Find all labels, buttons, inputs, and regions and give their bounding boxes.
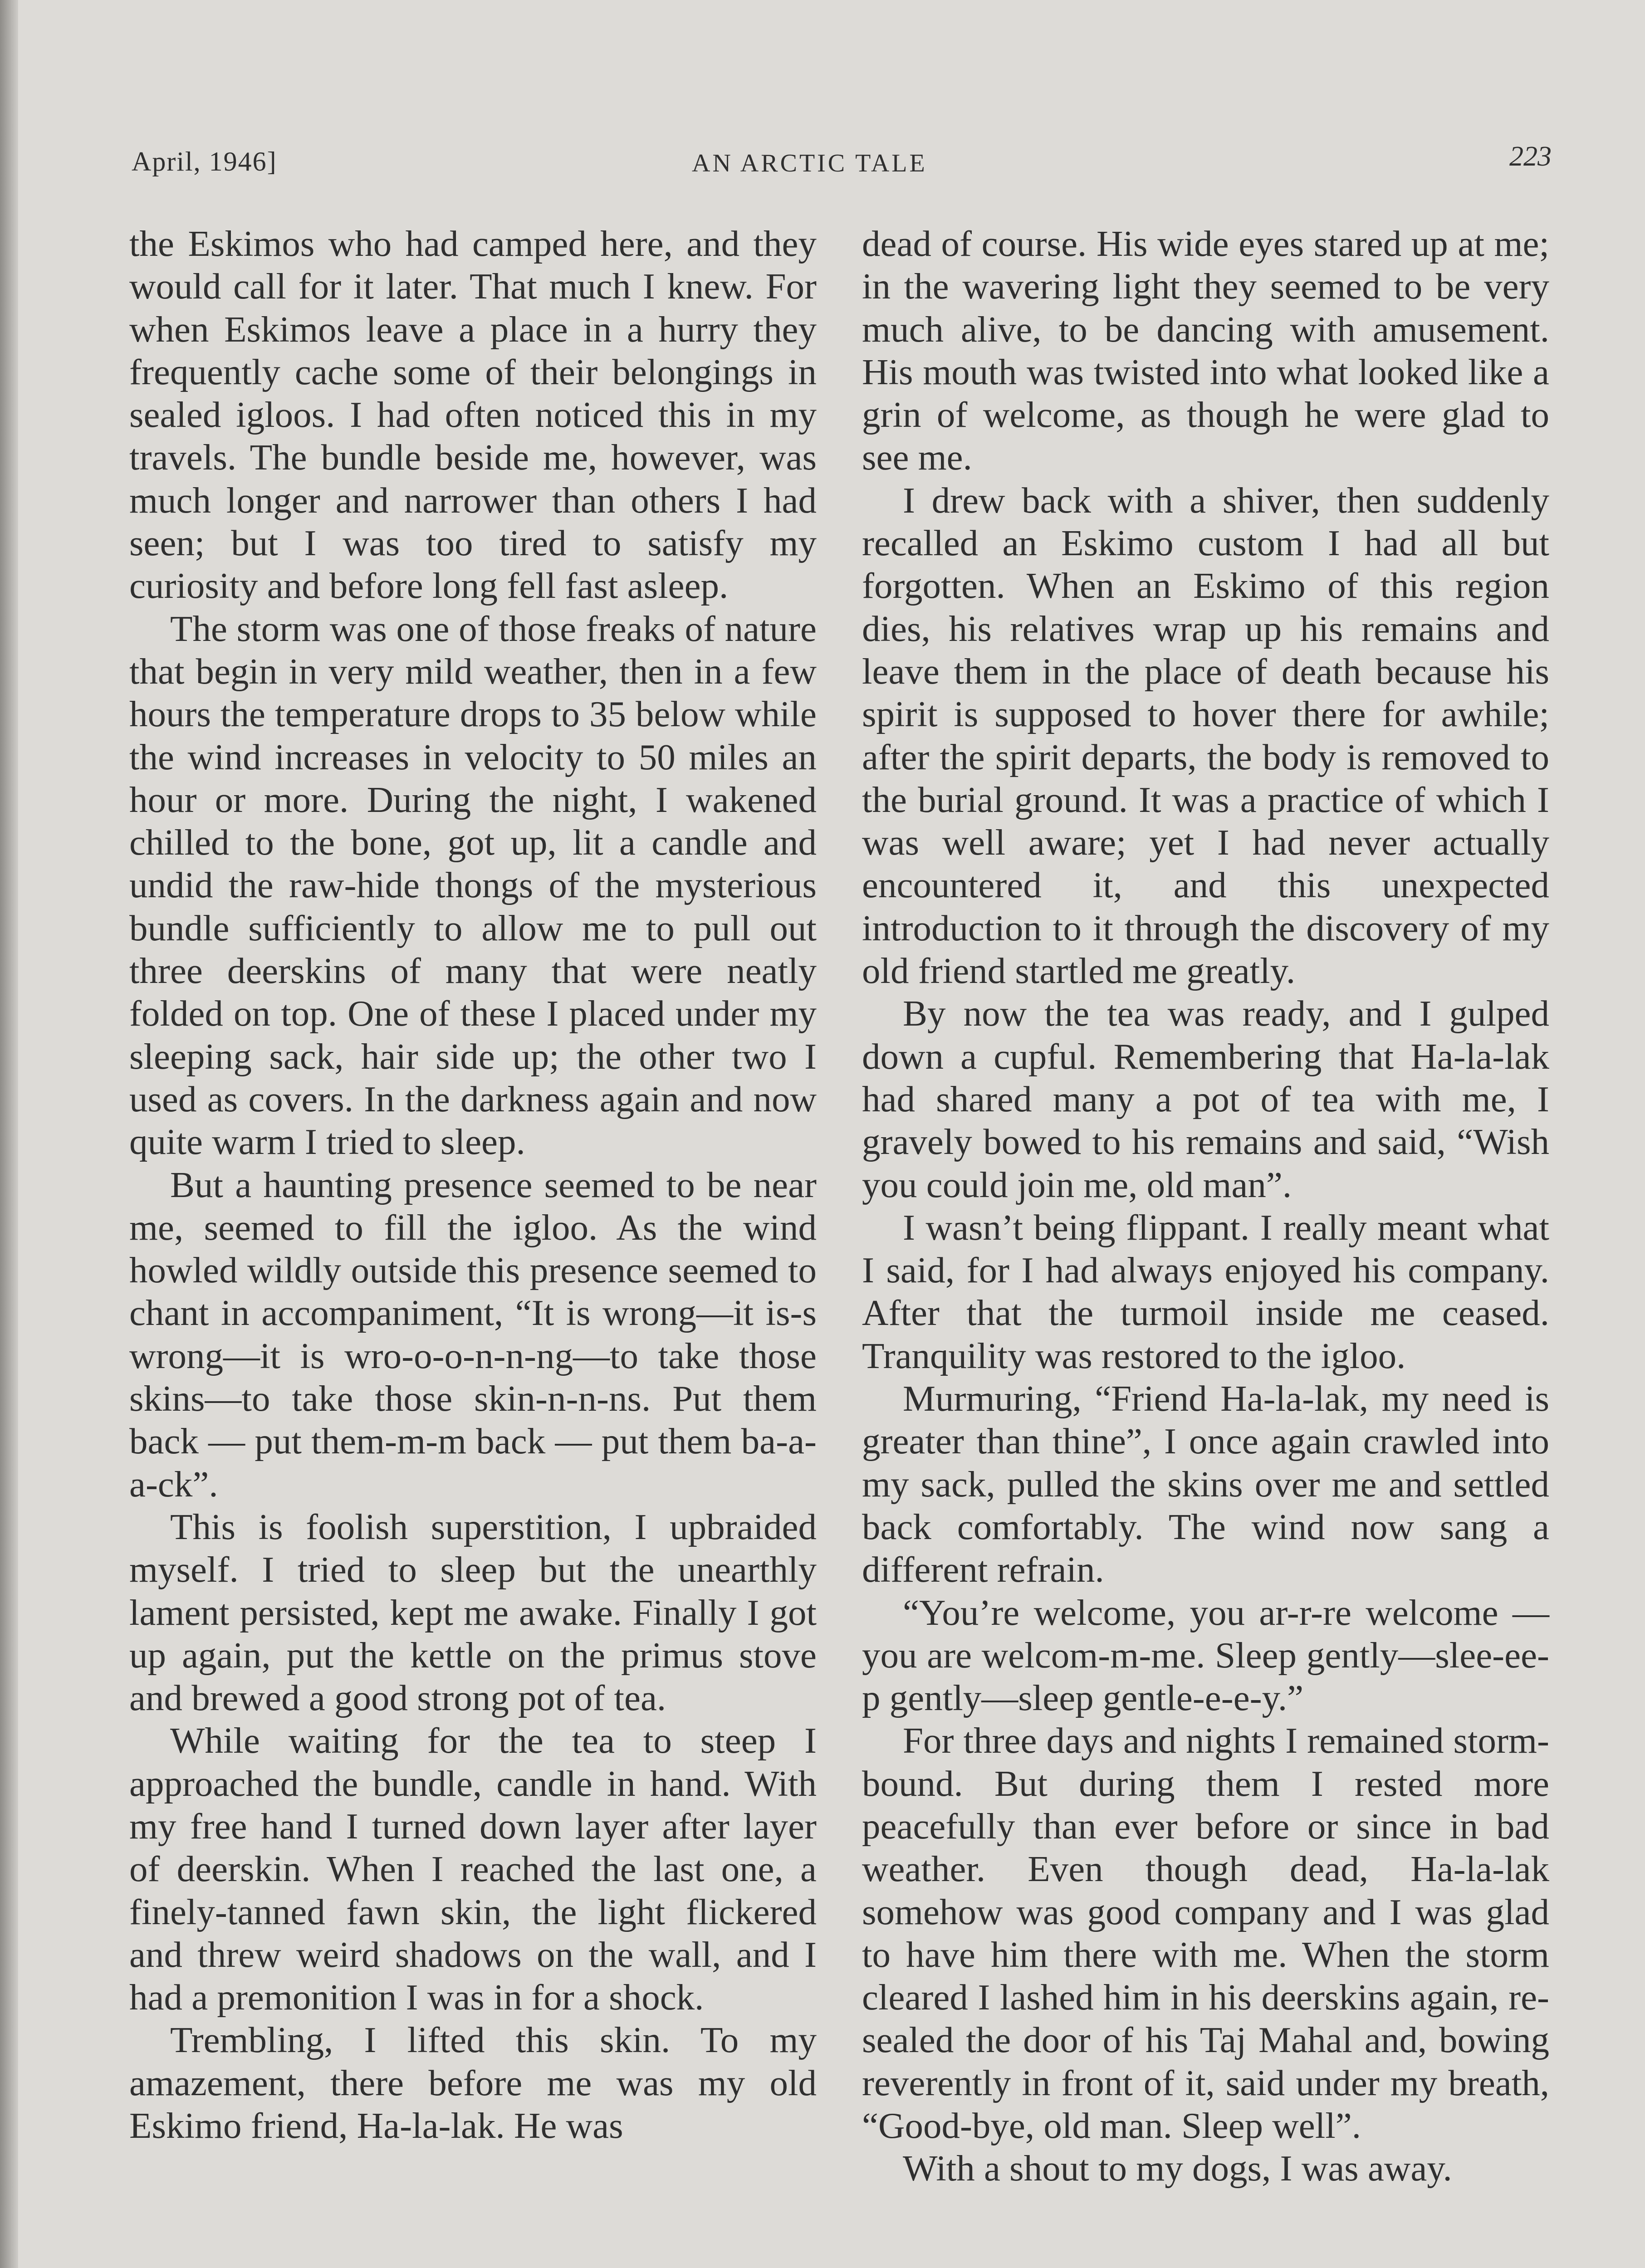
paragraph: “You’re welcome, you ar-r-re welcome —you are welcom-m-me. Sleep gently—slee-ee-p gently—sleep gentle-e-e-y.” [862, 1592, 1549, 1719]
paragraph: For three days and nights I remained storm-bound. But during them I rested more peacefully than ever before or since in bad weather. Even though dead, Ha-la-lak somehow was good company and I was glad to have him there with me. When the storm cleared I lashed him in his deerskins again, re-sealed the door of his Taj Mahal and, bowing reverently in front of it, said under my breath, “Good-bye, old man. Sleep well”. [862, 1720, 1549, 2146]
paragraph: This is foolish superstition, I upbraided myself. I tried to sleep but the unearthly lament persisted, kept me awake. Finally I got up again, put the kettle on the primus stove and brewed a good strong pot of tea. [129, 1506, 817, 1719]
right-column [862, 222, 1549, 2190]
paragraph: dead of course. His wide eyes stared up at me; in the wavering light they seemed to be very much alive, to be dancing with amusement. His mouth was twisted into what looked like a grin of welcome, as though he were glad to see me. [862, 223, 1549, 478]
paragraph: By now the tea was ready, and I gulped down a cupful. Remembering that Ha-la-lak had shared many a pot of tea with me, I gravely bowed to his remains and said, “Wish you could join me, old man”. [862, 993, 1549, 1205]
running-header [132, 141, 1552, 186]
page-binding-shadow [0, 0, 18, 2268]
paragraph: With a shout to my dogs, I was away. [903, 2148, 1452, 2189]
paragraph: While waiting for the tea to steep I approached the bundle, candle in hand. With my free hand I turned down layer after layer of deerskin. When I reached the last one, a finely-tanned fawn skin, the light flickered and threw weird shadows on the wall, and I had a premonition I was in for a shock. [129, 1720, 817, 2018]
paragraph: The storm was one of those freaks of nature that begin in very mild weather, then in a few hours the temperature drops to 35 below while the wind increases in velocity to 50 miles an hour or more. During the night, I wakened chilled to the bone, got up, lit a candle and undid the raw-hide thongs of the mysterious bundle sufficiently to allow me to pull out three deerskins of many that were neatly folded on top. One of these I placed under my sleeping sack, hair side up; the other two I used as covers. In the darkness again and now quite warm I tried to sleep. [129, 608, 817, 1163]
article-title: AN ARCTIC TALE [692, 149, 927, 177]
paragraph: I drew back with a shiver, then suddenly recalled an Eskimo custom I had all but forgotten. When an Eskimo of this region dies, his relatives wrap up his remains and leave them in the place of death because his spirit is supposed to hover there for awhile; after the spirit departs, the body is removed to the burial ground. It was a practice of which I was well aware; yet I had never actually encountered it, and this unexpected introduction to it through the discovery of my old friend startled me greatly. [862, 479, 1549, 992]
paragraph: the Eskimos who had camped here, and they would call for it later. That much I knew. For when Eskimos leave a place in a hurry they frequently cache some of their belongings in sealed igloos. I had often noticed this in my travels. The bundle beside me, however, was much longer and narrower than others I had seen; but I was too tired to satisfy my curiosity and before long fell fast asleep. [129, 223, 817, 606]
paragraph: I wasn’t being flippant. I really meant what I said, for I had always enjoyed his company. After that the turmoil inside me ceased. Tranquility was restored to the igloo. [862, 1207, 1549, 1376]
page-number: 223 [1509, 141, 1552, 172]
paragraph: Murmuring, “Friend Ha-la-lak, my need is greater than thine”, I once again crawled into my sack, pulled the skins over me and settled back comfortably. The wind now sang a different refrain. [862, 1378, 1549, 1590]
paragraph: Trembling, I lifted this skin. To my amazement, there before me was my old Eskimo friend, Ha-la-lak. He was [129, 2019, 817, 2146]
issue-date: April, 1946] [132, 147, 277, 176]
left-column [129, 222, 817, 2147]
paragraph: But a haunting presence seemed to be near me, seemed to fill the igloo. As the wind howled wildly outside this presence seemed to chant in accompaniment, “It is wrong—it is-s wrong—it is wro-o-o-n-n-ng—to take those skins—to take those skin-n-n-ns. Put them back — put them-m-m back — put them ba-a-a-ck”. [129, 1164, 817, 1505]
